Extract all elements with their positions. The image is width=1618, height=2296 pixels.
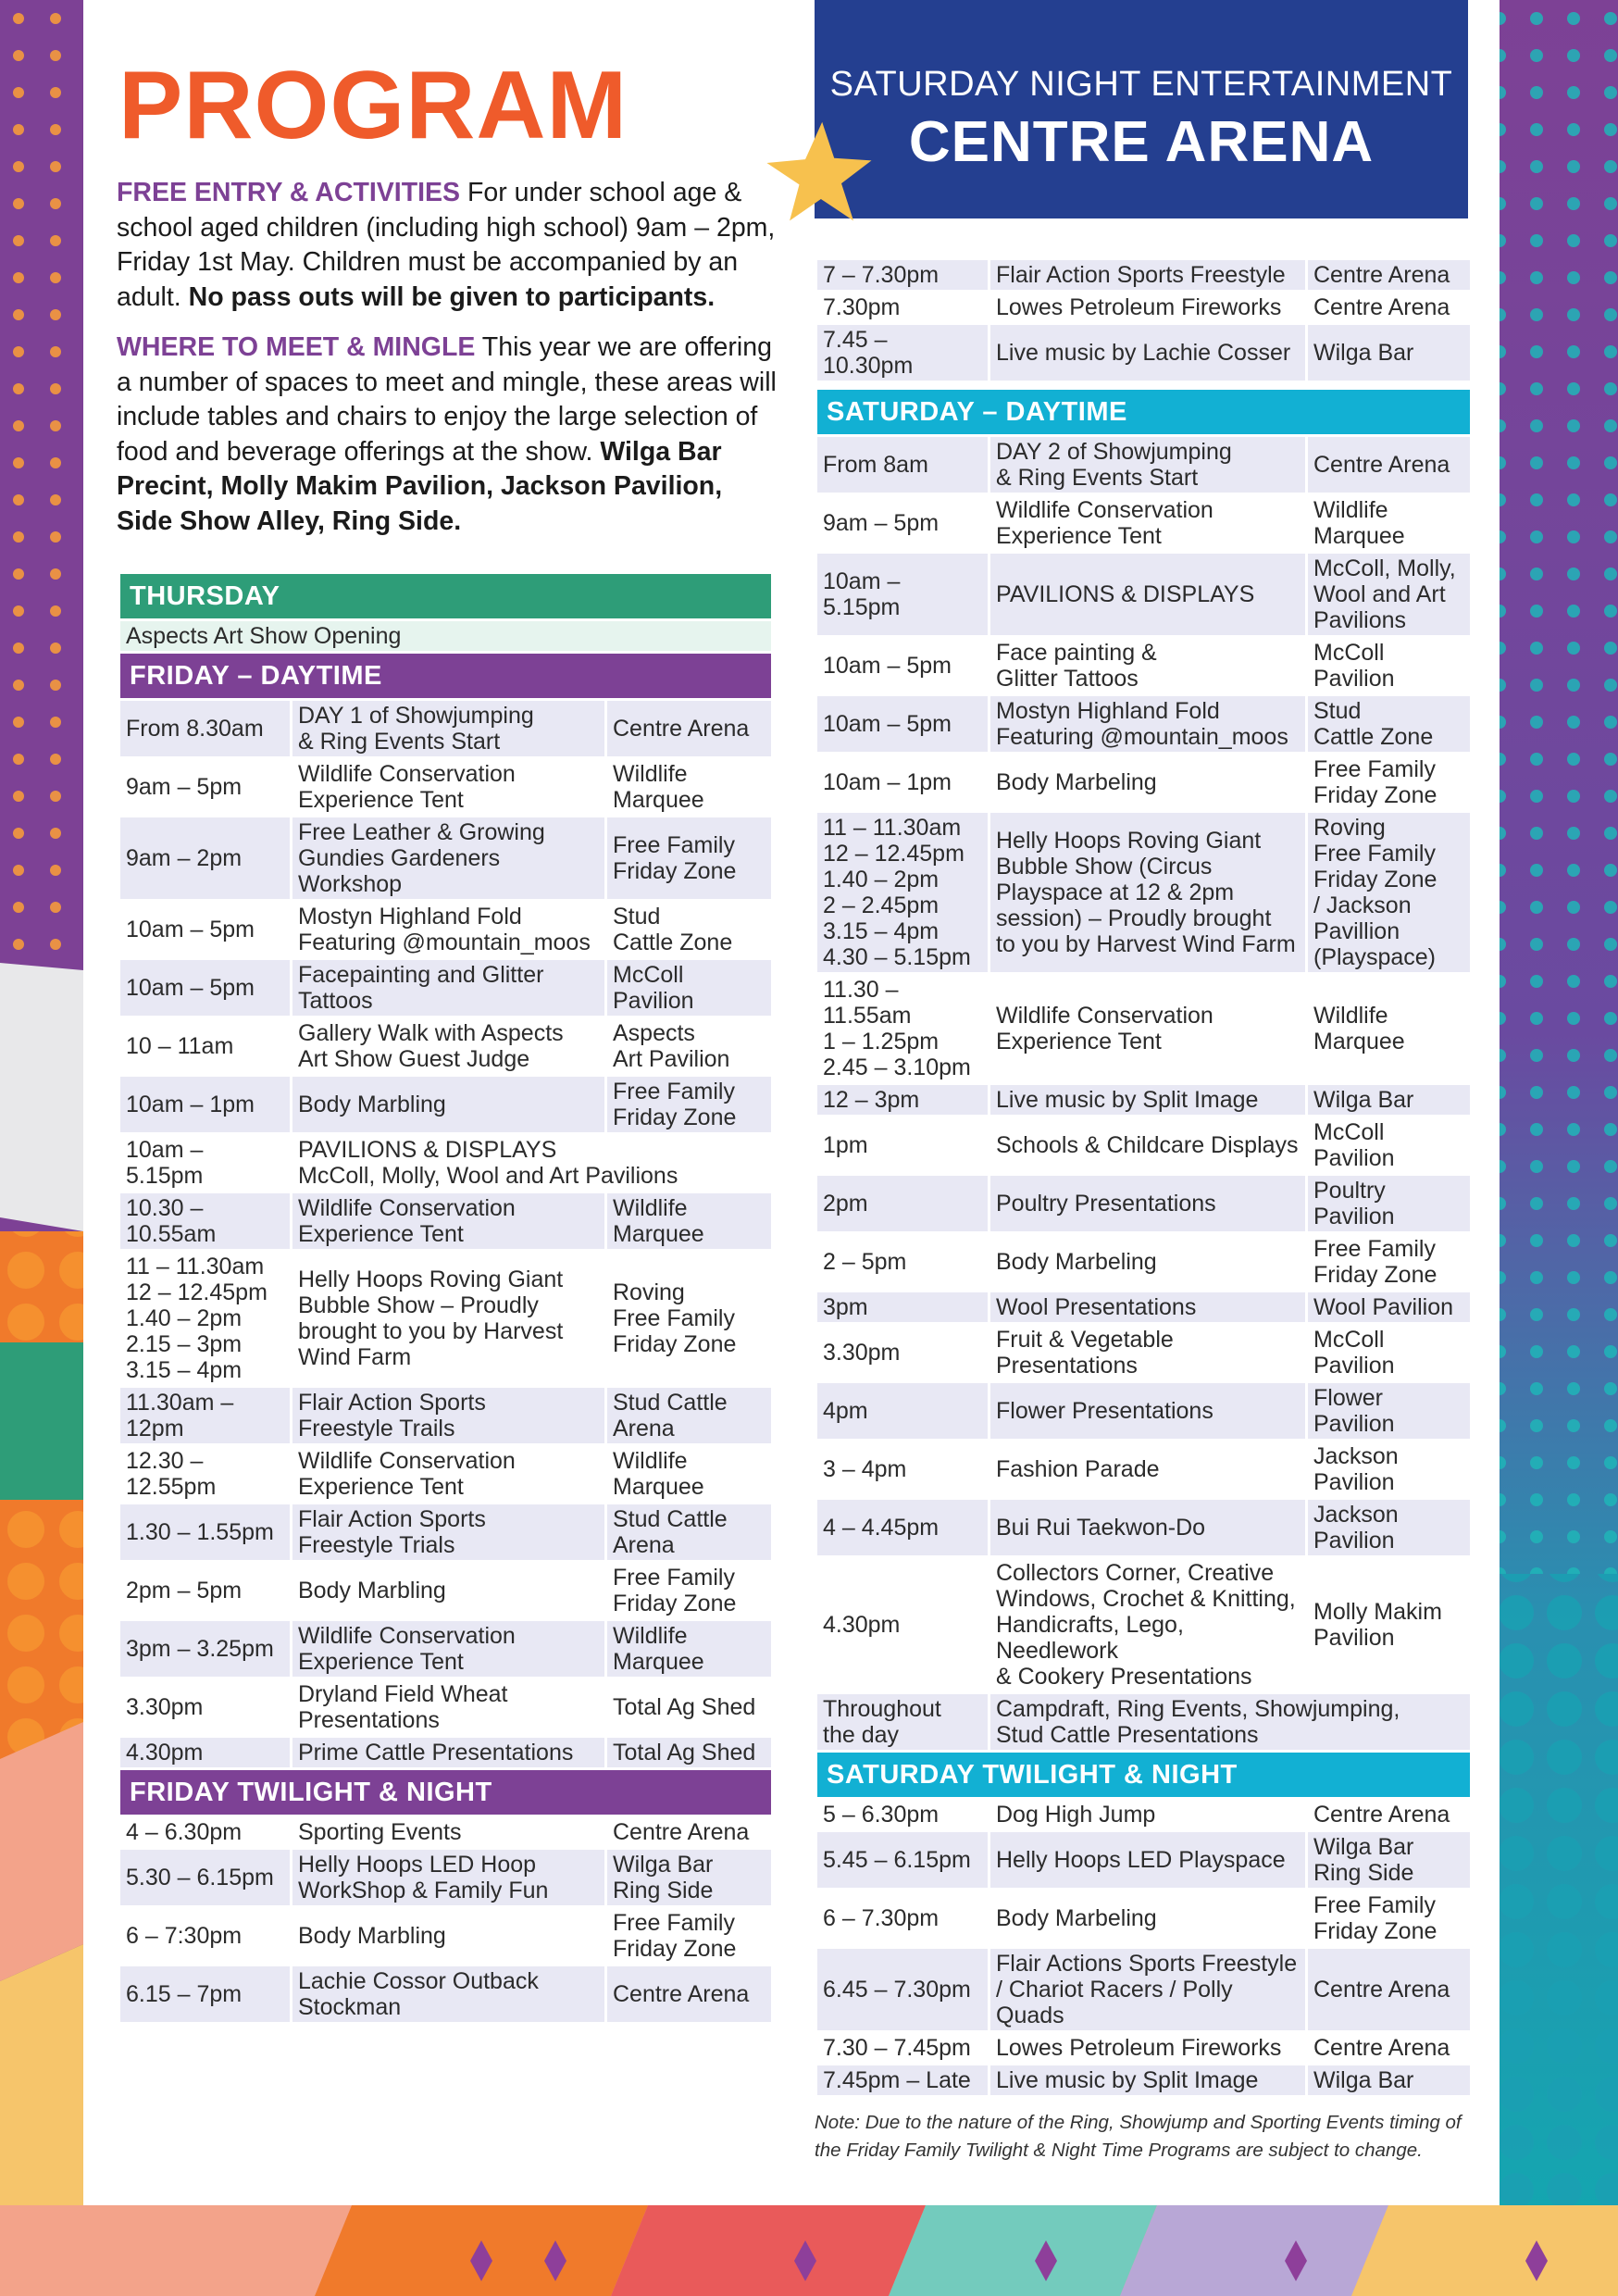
- event-name: Lowes Petroleum Fireworks: [989, 292, 1307, 324]
- schedule-row: [119, 1562, 773, 1620]
- section-title: SATURDAY TWILIGHT & NIGHT: [816, 1752, 1472, 1799]
- schedule-row: [816, 754, 1472, 812]
- event-venue: Wildlife Marquee: [606, 1445, 773, 1504]
- event-venue: Total Ag Shed: [606, 1678, 773, 1737]
- event-time: 10am – 1pm: [816, 754, 989, 812]
- schedule-row: [816, 436, 1472, 494]
- event-name: Fruit & Vegetable Presentations: [989, 1324, 1307, 1382]
- intro-meet-mingle-lead: WHERE TO MEET & MINGLE: [117, 332, 476, 362]
- event-time: 6 – 7:30pm: [119, 1907, 292, 1965]
- schedule-row: [816, 812, 1472, 974]
- event-time: 2pm: [816, 1175, 989, 1233]
- event-name: Flower Presentations: [989, 1382, 1307, 1441]
- event-venue: Wool Pavilion: [1307, 1292, 1472, 1324]
- schedule-row: [119, 620, 773, 653]
- event-name: PAVILIONS & DISPLAYS: [989, 553, 1307, 637]
- event-time: 3pm: [816, 1292, 989, 1324]
- schedule-row: [816, 1117, 1472, 1175]
- event-time: 12.30 – 12.55pm: [119, 1445, 292, 1504]
- section-header: [119, 653, 773, 700]
- section-title: FRIDAY TWILIGHT & NIGHT: [119, 1769, 773, 1816]
- event-name: Face painting & Glitter Tattoos: [989, 637, 1307, 695]
- schedule-row: [119, 758, 773, 817]
- banner-title: CENTRE ARENA: [908, 110, 1375, 174]
- event-venue: Stud Cattle Zone: [1307, 695, 1472, 754]
- schedule-row: [816, 1292, 1472, 1324]
- event-name: Body Marbling: [292, 1076, 606, 1134]
- schedule-row: [816, 2032, 1472, 2065]
- event-name: Poultry Presentations: [989, 1175, 1307, 1233]
- schedule-row: [119, 1907, 773, 1965]
- event-name: Body Marbling: [292, 1562, 606, 1620]
- event-time: 6.45 – 7.30pm: [816, 1948, 989, 2032]
- event-venue: McColl Pavilion: [1307, 1117, 1472, 1175]
- star-icon: [757, 115, 877, 235]
- saturday-night-banner: [815, 0, 1468, 218]
- schedule-row: [119, 1849, 773, 1907]
- event-time: 10am – 5pm: [816, 695, 989, 754]
- event-time: 9am – 5pm: [816, 494, 989, 553]
- event-time: 1pm: [816, 1117, 989, 1175]
- schedule-row: [816, 1890, 1472, 1948]
- event-time: 11 – 11.30am 12 – 12.45pm 1.40 – 2pm 2 – 2.45pm 3.15 – 4pm 4.30 – 5.15pm: [816, 812, 989, 974]
- event-name: Flair Actions Sports Freestyle / Chariot Racers / Polly Quads: [989, 1948, 1307, 2032]
- event-name: Collectors Corner, Creative Windows, Crochet & Knitting, Handicrafts, Lego, Needlework & Cookery Presentations: [989, 1557, 1307, 1693]
- event-venue: Roving Free Family Friday Zone / Jackson Pavillion (Playspace): [1307, 812, 1472, 974]
- schedule-row: [119, 959, 773, 1017]
- event-name: Facepainting and Glitter Tattoos: [292, 959, 606, 1017]
- section-title: THURSDAY: [119, 573, 773, 620]
- event-venue: Wildlife Marquee: [606, 1620, 773, 1678]
- event-venue: Flower Pavilion: [1307, 1382, 1472, 1441]
- event-venue: Free Family Friday Zone: [606, 1907, 773, 1965]
- schedule-row: [816, 695, 1472, 754]
- event-time: 2pm – 5pm: [119, 1562, 292, 1620]
- event-name: Body Marbling: [292, 1907, 606, 1965]
- event-name: Mostyn Highland Fold Featuring @mountain_moos: [989, 695, 1307, 754]
- event-name: Aspects Art Show Opening: [119, 620, 773, 653]
- schedule-row: [816, 1441, 1472, 1499]
- event-name: Dryland Field Wheat Presentations: [292, 1678, 606, 1737]
- schedule-row: [816, 1324, 1472, 1382]
- event-venue: Wilga Bar Ring Side: [606, 1849, 773, 1907]
- event-time: 10am – 5pm: [119, 901, 292, 959]
- event-name: Lachie Cossor Outback Stockman: [292, 1965, 606, 2024]
- event-name: Fashion Parade: [989, 1441, 1307, 1499]
- schedule-row: [816, 1233, 1472, 1292]
- event-name: Body Marbeling: [989, 754, 1307, 812]
- event-time: 10.30 – 10.55am: [119, 1192, 292, 1251]
- event-venue: Wilga Bar: [1307, 324, 1472, 382]
- event-name: Live music by Lachie Cosser: [989, 324, 1307, 382]
- schedule-row: [119, 1816, 773, 1849]
- event-time: 11.30am – 12pm: [119, 1387, 292, 1445]
- event-name: Body Marbeling: [989, 1890, 1307, 1948]
- event-venue: Stud Cattle Zone: [606, 901, 773, 959]
- event-name: Flair Action Sports Freestyle: [989, 259, 1307, 292]
- schedule-row: [119, 1251, 773, 1387]
- schedule-row: [119, 1965, 773, 2024]
- event-time: 4 – 6.30pm: [119, 1816, 292, 1849]
- schedule-row: [119, 1620, 773, 1678]
- event-time: 5.30 – 6.15pm: [119, 1849, 292, 1907]
- event-time: 11.30 – 11.55am 1 – 1.25pm 2.45 – 3.10pm: [816, 974, 989, 1084]
- schedule-row: [119, 1445, 773, 1504]
- event-venue: Free Family Friday Zone: [606, 817, 773, 901]
- event-venue: Centre Arena: [1307, 259, 1472, 292]
- event-name: Wildlife Conservation Experience Tent: [989, 494, 1307, 553]
- schedule-row: [119, 1387, 773, 1445]
- intro-meet-mingle: [117, 331, 779, 539]
- event-time: 7.30 – 7.45pm: [816, 2032, 989, 2065]
- section-title: SATURDAY – DAYTIME: [816, 389, 1472, 436]
- event-time: 7.45 – 10.30pm: [816, 324, 989, 382]
- section-header: [816, 389, 1472, 436]
- event-time: 7 – 7.30pm: [816, 259, 989, 292]
- event-venue: Jackson Pavilion: [1307, 1499, 1472, 1557]
- event-venue: Centre Arena: [606, 1965, 773, 2024]
- event-venue: Aspects Art Pavilion: [606, 1017, 773, 1076]
- schedule-row: [816, 1948, 1472, 2032]
- schedule-row: [816, 1499, 1472, 1557]
- event-venue: Stud Cattle Arena: [606, 1387, 773, 1445]
- event-time: 7.30pm: [816, 292, 989, 324]
- event-venue: Stud Cattle Arena: [606, 1504, 773, 1562]
- schedule-row: [816, 324, 1472, 382]
- left-schedule-table: [118, 571, 774, 2025]
- event-time: 6.15 – 7pm: [119, 1965, 292, 2024]
- schedule-row: [119, 1017, 773, 1076]
- schedule-row: [816, 494, 1472, 553]
- event-venue: Centre Arena: [1307, 1948, 1472, 2032]
- event-time: 3.30pm: [119, 1678, 292, 1737]
- event-time: 10 – 11am: [119, 1017, 292, 1076]
- event-time: 7.45pm – Late: [816, 2065, 989, 2097]
- schedule-row: [816, 1799, 1472, 1831]
- event-time: 4pm: [816, 1382, 989, 1441]
- event-name: PAVILIONS & DISPLAYS McColl, Molly, Wool and Art Pavilions: [292, 1134, 773, 1192]
- schedule-row: [816, 1382, 1472, 1441]
- event-name: Mostyn Highland Fold Featuring @mountain_moos: [292, 901, 606, 959]
- event-venue: Free Family Friday Zone: [1307, 754, 1472, 812]
- event-venue: Centre Arena: [1307, 436, 1472, 494]
- event-name: DAY 2 of Showjumping & Ring Events Start: [989, 436, 1307, 494]
- event-time: 2 – 5pm: [816, 1233, 989, 1292]
- footnote: Note: Due to the nature of the Ring, Showjump and Sporting Events timing of the Friday Family Twilight & Night Time Programs are subject to change.: [815, 2112, 1462, 2161]
- schedule-row: [119, 1504, 773, 1562]
- event-name: Helly Hoops Roving Giant Bubble Show – Proudly brought to you by Harvest Wind Farm: [292, 1251, 606, 1387]
- event-time: 10am – 5pm: [816, 637, 989, 695]
- schedule-row: [816, 1557, 1472, 1693]
- section-header: [119, 1769, 773, 1816]
- schedule-row: [816, 1831, 1472, 1890]
- schedule-row: [119, 700, 773, 758]
- event-venue: Wilga Bar: [1307, 2065, 1472, 2097]
- event-time: Throughout the day: [816, 1693, 989, 1752]
- event-name: Schools & Childcare Displays: [989, 1117, 1307, 1175]
- event-name: Prime Cattle Presentations: [292, 1737, 606, 1769]
- event-venue: Wilga Bar Ring Side: [1307, 1831, 1472, 1890]
- schedule-row: [119, 1134, 773, 1192]
- event-name: Campdraft, Ring Events, Showjumping, Stud Cattle Presentations: [989, 1693, 1472, 1752]
- event-name: Free Leather & Growing Gundies Gardeners Workshop: [292, 817, 606, 901]
- event-venue: Wildlife Marquee: [606, 1192, 773, 1251]
- event-time: From 8am: [816, 436, 989, 494]
- event-venue: Centre Arena: [606, 700, 773, 758]
- section-header: [119, 573, 773, 620]
- right-saturday-table: [815, 387, 1473, 2098]
- event-time: 12 – 3pm: [816, 1084, 989, 1117]
- event-name: Wildlife Conservation Experience Tent: [292, 1445, 606, 1504]
- schedule-row: [816, 259, 1472, 292]
- schedule-row: [816, 553, 1472, 637]
- event-time: 10am – 1pm: [119, 1076, 292, 1134]
- event-time: 4.30pm: [816, 1557, 989, 1693]
- event-time: 3pm – 3.25pm: [119, 1620, 292, 1678]
- schedule-row: [119, 1678, 773, 1737]
- event-venue: Centre Arena: [1307, 2032, 1472, 2065]
- event-time: 1.30 – 1.55pm: [119, 1504, 292, 1562]
- event-name: DAY 1 of Showjumping & Ring Events Start: [292, 700, 606, 758]
- event-name: Wildlife Conservation Experience Tent: [989, 974, 1307, 1084]
- schedule-row: [816, 637, 1472, 695]
- intro-free-entry-text: For under school age & school aged children (including high school) 9am – 2pm, Friday 1st May. Children must be accompanied by an adult.: [117, 178, 776, 312]
- event-time: 4.30pm: [119, 1737, 292, 1769]
- event-venue: Centre Arena: [606, 1816, 773, 1849]
- event-venue: Wildlife Marquee: [1307, 494, 1472, 553]
- event-venue: Wildlife Marquee: [606, 758, 773, 817]
- event-name: Flair Action Sports Freestyle Trials: [292, 1504, 606, 1562]
- section-header: [816, 1752, 1472, 1799]
- intro-free-entry-bold: No pass outs will be given to participants.: [188, 281, 716, 312]
- event-name: Helly Hoops Roving Giant Bubble Show (Circus Playspace at 12 & 2pm session) – Proudly brought to you by Harvest Wind Farm: [989, 812, 1307, 974]
- section-title: FRIDAY – DAYTIME: [119, 653, 773, 700]
- event-name: Bui Rui Taekwon-Do: [989, 1499, 1307, 1557]
- schedule-row: [119, 1076, 773, 1134]
- event-name: Wildlife Conservation Experience Tent: [292, 1192, 606, 1251]
- event-time: 10am – 5.15pm: [816, 553, 989, 637]
- schedule-row: [816, 1175, 1472, 1233]
- event-name: Lowes Petroleum Fireworks: [989, 2032, 1307, 2065]
- event-venue: McColl Pavilion: [1307, 637, 1472, 695]
- page-title: PROGRAM: [118, 52, 629, 159]
- event-venue: Molly Makim Pavilion: [1307, 1557, 1472, 1693]
- event-time: From 8.30am: [119, 700, 292, 758]
- event-time: 11 – 11.30am 12 – 12.45pm 1.40 – 2pm 2.15 – 3pm 3.15 – 4pm: [119, 1251, 292, 1387]
- event-venue: McColl, Molly, Wool and Art Pavilions: [1307, 553, 1472, 637]
- event-venue: Poultry Pavilion: [1307, 1175, 1472, 1233]
- event-name: Live music by Split Image: [989, 2065, 1307, 2097]
- event-name: Wildlife Conservation Experience Tent: [292, 1620, 606, 1678]
- event-name: Dog High Jump: [989, 1799, 1307, 1831]
- event-venue: Wilga Bar: [1307, 1084, 1472, 1117]
- event-time: 6 – 7.30pm: [816, 1890, 989, 1948]
- event-venue: McColl Pavilion: [606, 959, 773, 1017]
- event-name: Gallery Walk with Aspects Art Show Guest Judge: [292, 1017, 606, 1076]
- event-time: 3.30pm: [816, 1324, 989, 1382]
- event-venue: Roving Free Family Friday Zone: [606, 1251, 773, 1387]
- event-venue: Free Family Friday Zone: [606, 1562, 773, 1620]
- event-venue: Free Family Friday Zone: [1307, 1890, 1472, 1948]
- schedule-row: [816, 1693, 1472, 1752]
- intro-meet-mingle-bold: Wilga Bar Precint, Molly Makim Pavilion, Jackson Pavilion, Side Show Alley, Ring Side.: [117, 436, 723, 536]
- event-venue: Centre Arena: [1307, 292, 1472, 324]
- schedule-row: [816, 292, 1472, 324]
- event-name: Helly Hoops LED Playspace: [989, 1831, 1307, 1890]
- event-venue: Centre Arena: [1307, 1799, 1472, 1831]
- event-venue: Total Ag Shed: [606, 1737, 773, 1769]
- event-venue: McColl Pavilion: [1307, 1324, 1472, 1382]
- event-time: 9am – 5pm: [119, 758, 292, 817]
- event-name: Body Marbeling: [989, 1233, 1307, 1292]
- event-time: 4 – 4.45pm: [816, 1499, 989, 1557]
- event-name: Helly Hoops LED Hoop WorkShop & Family Fun: [292, 1849, 606, 1907]
- schedule-row: [816, 2065, 1472, 2097]
- schedule-row: [119, 817, 773, 901]
- schedule-row: [119, 1192, 773, 1251]
- event-name: Flair Action Sports Freestyle Trails: [292, 1387, 606, 1445]
- banner-subtitle: SATURDAY NIGHT ENTERTAINMENT: [829, 65, 1453, 104]
- event-time: 10am – 5pm: [119, 959, 292, 1017]
- event-name: Wool Presentations: [989, 1292, 1307, 1324]
- event-time: 5 – 6.30pm: [816, 1799, 989, 1831]
- event-venue: Wildlife Marquee: [1307, 974, 1472, 1084]
- intro-meet-mingle-text: This year we are offering a number of spaces to meet and mingle, these areas will include tables and chairs to enjoy the large selection of food and beverage offerings at the show.: [117, 332, 777, 467]
- schedule-row: [119, 1737, 773, 1769]
- event-venue: Free Family Friday Zone: [1307, 1233, 1472, 1292]
- intro-free-entry-lead: FREE ENTRY & ACTIVITIES: [117, 178, 461, 207]
- right-schedule-table: [815, 257, 1473, 383]
- event-time: 3 – 4pm: [816, 1441, 989, 1499]
- schedule-row: [816, 1084, 1472, 1117]
- schedule-row: [816, 974, 1472, 1084]
- schedule-row: [119, 901, 773, 959]
- event-venue: Jackson Pavilion: [1307, 1441, 1472, 1499]
- event-time: 9am – 2pm: [119, 817, 292, 901]
- intro-free-entry: [117, 176, 779, 315]
- event-name: Wildlife Conservation Experience Tent: [292, 758, 606, 817]
- event-time: 10am – 5.15pm: [119, 1134, 292, 1192]
- event-name: Live music by Split Image: [989, 1084, 1307, 1117]
- event-name: Sporting Events: [292, 1816, 606, 1849]
- event-time: 5.45 – 6.15pm: [816, 1831, 989, 1890]
- event-venue: Free Family Friday Zone: [606, 1076, 773, 1134]
